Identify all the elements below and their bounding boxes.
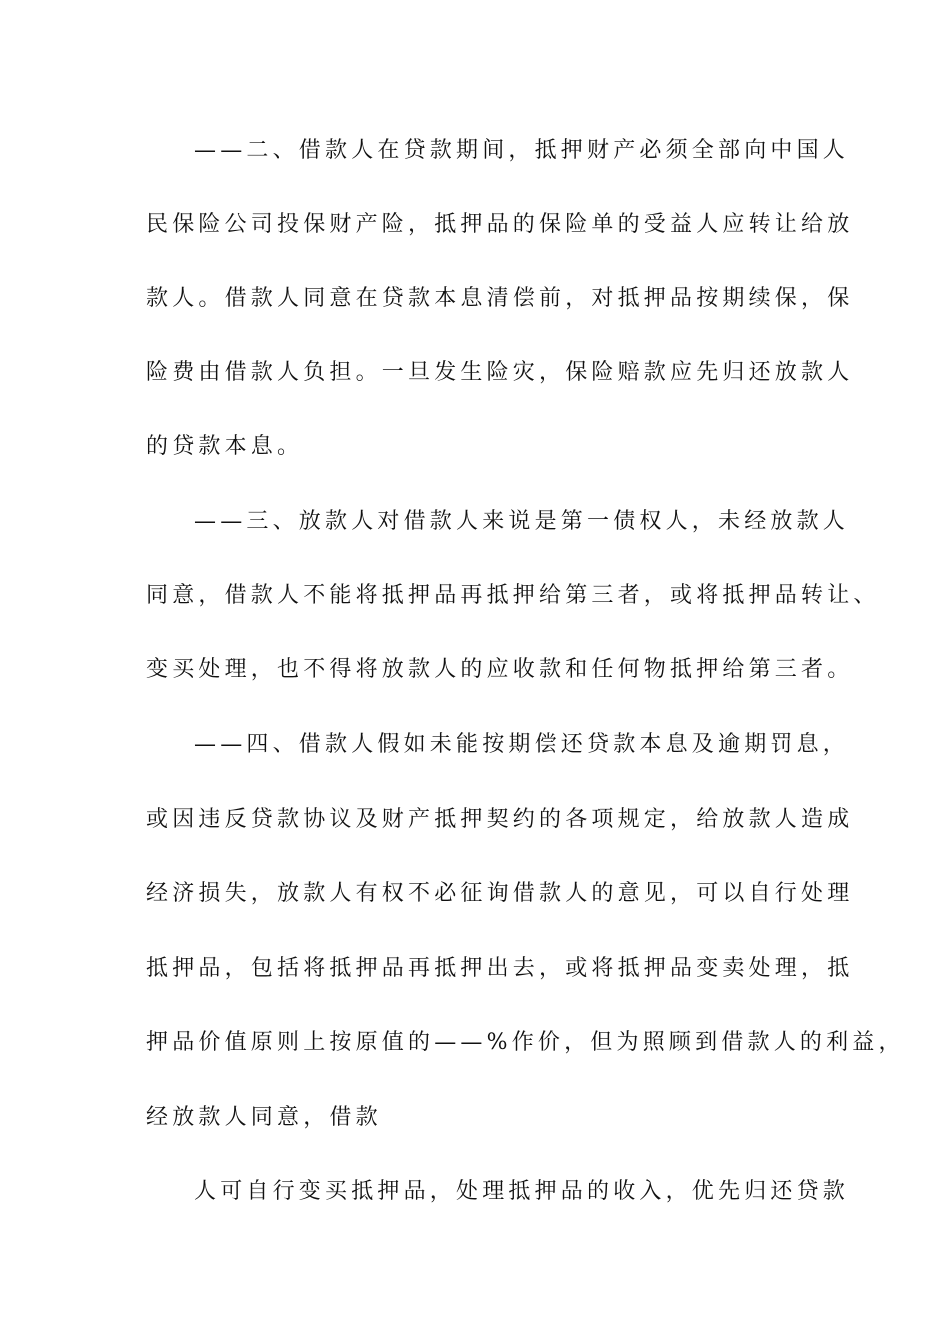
paragraph-2-line-2: 民保险公司投保财产险，抵押品的保险单的受益人应转让给放 [146, 212, 854, 237]
paragraph-2-line-4: 险费由借款人负担。一旦发生险灾，保险赔款应先归还放款人 [146, 360, 854, 385]
paragraph-4-line-1: ——四、借款人假如未能按期偿还贷款本息及逾期罚息， [194, 732, 850, 757]
paragraph-4-line-4: 抵押品，包括将抵押品再抵押出去，或将抵押品变卖处理，抵 [146, 956, 854, 981]
paragraph-3-line-2: 同意，借款人不能将抵押品再抵押给第三者，或将抵押品转让、 [146, 583, 880, 608]
paragraph-3-line-3: 变买处理，也不得将放款人的应收款和任何物抵押给第三者。 [146, 657, 854, 682]
paragraph-4-line-2: 或因违反贷款协议及财产抵押契约的各项规定，给放款人造成 [146, 807, 854, 832]
paragraph-4-line-5: 押品价值原则上按原值的——%作价，但为照顾到借款人的利益， [146, 1030, 905, 1055]
paragraph-2-line-1: ——二、借款人在贷款期间，抵押财产必须全部向中国人 [194, 138, 850, 163]
paragraph-4-line-3: 经济损失，放款人有权不必征询借款人的意见，可以自行处理 [146, 881, 854, 906]
paragraph-4-line-6: 经放款人同意，借款 [146, 1105, 382, 1130]
paragraph-3-line-1: ——三、放款人对借款人来说是第一债权人，未经放款人 [194, 509, 850, 534]
paragraph-2-line-3: 款人。借款人同意在贷款本息清偿前，对抵押品按期续保，保 [146, 286, 854, 311]
paragraph-5-line-1: 人可自行变买抵押品，处理抵押品的收入，优先归还贷款 [194, 1179, 850, 1204]
paragraph-2-line-5: 的贷款本息。 [146, 434, 304, 459]
